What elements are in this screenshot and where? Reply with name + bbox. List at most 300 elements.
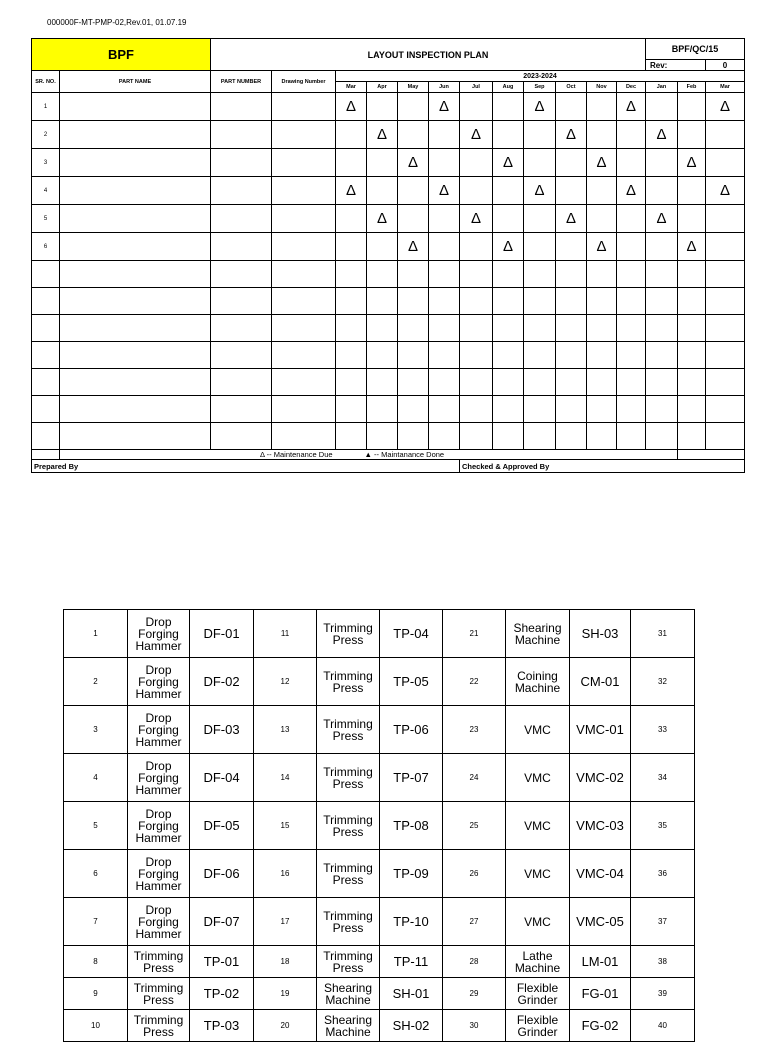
machine-row <box>64 802 695 850</box>
machine-sr-no: 26 <box>443 850 506 898</box>
month-cell <box>678 261 706 288</box>
machine-code: SH-01 <box>380 978 443 1010</box>
month-cell <box>587 342 617 369</box>
month-header: May <box>398 82 429 93</box>
month-cell <box>587 205 617 233</box>
maintenance-due-icon: Δ <box>686 154 697 171</box>
machine-name: Drop Forging Hammer <box>128 754 190 802</box>
maintenance-due-icon: Δ <box>625 182 637 199</box>
month-header: Apr <box>367 82 398 93</box>
maintenance-due-icon: Δ <box>720 182 731 199</box>
month-cell <box>556 369 587 396</box>
part-name-cell[interactable] <box>60 233 211 261</box>
month-cell <box>429 342 460 369</box>
month-cell <box>556 205 587 233</box>
month-header: Sep <box>524 82 556 93</box>
drawing-number-cell[interactable] <box>272 342 336 369</box>
month-cell <box>587 396 617 423</box>
month-cell <box>398 177 429 205</box>
month-cell <box>493 177 524 205</box>
month-cell <box>678 423 706 450</box>
month-cell <box>460 423 493 450</box>
month-cell <box>617 261 646 288</box>
maintenance-due-icon: Δ <box>625 98 637 115</box>
machine-name: Trimming Press <box>317 850 380 898</box>
part-number-cell[interactable] <box>211 315 272 342</box>
month-cell <box>493 93 524 121</box>
drawing-number-cell[interactable] <box>272 93 336 121</box>
part-name-cell[interactable] <box>60 315 211 342</box>
machine-name: Drop Forging Hammer <box>128 850 190 898</box>
machine-sr-no: 10 <box>64 1010 128 1042</box>
machine-sr-no: 1 <box>64 610 128 658</box>
machine-sr-no: 40 <box>631 1010 695 1042</box>
maintenance-due-icon: Δ <box>470 126 482 143</box>
maintenance-due-icon: Δ <box>656 126 667 143</box>
machine-row <box>64 610 695 658</box>
sr-no-cell: 3 <box>32 149 60 177</box>
machine-name: Trimming Press <box>128 978 190 1010</box>
month-cell <box>587 233 617 261</box>
month-cell <box>460 288 493 315</box>
month-cell <box>587 369 617 396</box>
machine-code: FG-02 <box>570 1010 631 1042</box>
machine-sr-no: 30 <box>443 1010 506 1042</box>
month-cell <box>556 233 587 261</box>
maintenance-due-icon: Δ <box>656 210 667 227</box>
part-number-cell[interactable] <box>211 149 272 177</box>
machine-sr-no: 34 <box>631 754 695 802</box>
month-cell <box>524 342 556 369</box>
month-cell <box>460 342 493 369</box>
machine-sr-no: 24 <box>443 754 506 802</box>
month-cell <box>493 149 524 177</box>
month-cell <box>706 396 745 423</box>
maintenance-due-icon: Δ <box>502 154 514 171</box>
month-cell <box>617 233 646 261</box>
empty-row <box>32 261 745 288</box>
machine-name: Flexible Grinder <box>506 1010 570 1042</box>
part-name-cell[interactable] <box>60 205 211 233</box>
month-cell <box>429 369 460 396</box>
month-cell <box>336 233 367 261</box>
month-cell <box>398 93 429 121</box>
month-cell <box>587 423 617 450</box>
part-number-cell[interactable] <box>211 93 272 121</box>
part-number-cell[interactable] <box>211 121 272 149</box>
drawing-number-cell[interactable] <box>272 369 336 396</box>
machine-code: DF-07 <box>190 898 254 946</box>
month-cell <box>460 315 493 342</box>
maintenance-due-icon: Δ <box>534 182 545 199</box>
machine-code: TP-03 <box>190 1010 254 1042</box>
month-header: Feb <box>678 82 706 93</box>
month-cell <box>646 261 678 288</box>
part-name-cell[interactable] <box>60 93 211 121</box>
month-cell <box>617 396 646 423</box>
layout-inspection-plan-table <box>31 38 745 473</box>
month-cell <box>460 261 493 288</box>
month-cell <box>367 233 398 261</box>
month-cell <box>367 288 398 315</box>
month-cell <box>367 315 398 342</box>
machine-code: DF-02 <box>190 658 254 706</box>
month-cell <box>336 149 367 177</box>
machine-name: Drop Forging Hammer <box>128 802 190 850</box>
month-cell <box>367 342 398 369</box>
machine-code: TP-09 <box>380 850 443 898</box>
machine-name: Lathe Machine <box>506 946 570 978</box>
month-cell <box>429 315 460 342</box>
month-cell <box>336 261 367 288</box>
month-cell <box>646 93 678 121</box>
machine-code: SH-03 <box>570 610 631 658</box>
month-header: Jan <box>646 82 678 93</box>
month-cell <box>617 369 646 396</box>
month-cell <box>587 149 617 177</box>
part-name-cell[interactable] <box>60 149 211 177</box>
drawing-number-cell[interactable] <box>272 205 336 233</box>
machine-name: VMC <box>506 754 570 802</box>
machine-row <box>64 898 695 946</box>
maintenance-due-icon: Δ <box>407 238 419 255</box>
month-header: Oct <box>556 82 587 93</box>
machine-sr-no: 39 <box>631 978 695 1010</box>
machine-sr-no: 9 <box>64 978 128 1010</box>
machine-code: VMC-03 <box>570 802 631 850</box>
legend-spacer <box>678 450 745 460</box>
month-cell <box>524 315 556 342</box>
machine-name: VMC <box>506 898 570 946</box>
maintenance-due-icon: Δ <box>534 98 545 115</box>
part-number-cell[interactable] <box>211 177 272 205</box>
month-cell <box>493 121 524 149</box>
machine-name: Drop Forging Hammer <box>128 610 190 658</box>
month-cell <box>678 288 706 315</box>
drawing-number-cell[interactable] <box>272 177 336 205</box>
legend-spacer <box>32 450 60 460</box>
machine-row <box>64 658 695 706</box>
month-cell <box>429 423 460 450</box>
month-cell <box>524 149 556 177</box>
machine-name: Trimming Press <box>317 802 380 850</box>
document-code: BPF/QC/15 <box>646 39 745 60</box>
month-cell <box>524 288 556 315</box>
month-cell <box>429 396 460 423</box>
legend-row <box>32 450 745 460</box>
month-cell <box>706 288 745 315</box>
month-cell <box>646 233 678 261</box>
machine-name: Trimming Press <box>128 1010 190 1042</box>
machine-sr-no: 11 <box>254 610 317 658</box>
maintenance-due-icon: Δ <box>720 98 731 115</box>
month-header: Mar <box>706 82 745 93</box>
month-cell <box>678 233 706 261</box>
month-cell <box>460 396 493 423</box>
month-cell <box>524 423 556 450</box>
legend-maintenance-due: Δ -- Maintenance Due <box>260 450 333 459</box>
empty-row <box>32 315 745 342</box>
month-cell <box>556 396 587 423</box>
sr-no-cell <box>32 315 60 342</box>
maintenance-due-icon: Δ <box>565 210 577 227</box>
part-number-cell[interactable] <box>211 423 272 450</box>
machine-code: VMC-02 <box>570 754 631 802</box>
machine-sr-no: 31 <box>631 610 695 658</box>
part-number-cell[interactable] <box>211 288 272 315</box>
empty-row <box>32 369 745 396</box>
month-cell <box>646 423 678 450</box>
part-number-cell[interactable] <box>211 369 272 396</box>
machine-sr-no: 16 <box>254 850 317 898</box>
document-reference: 000000F-MT-PMP-02,Rev.01, 01.07.19 <box>47 18 187 27</box>
month-cell <box>460 369 493 396</box>
part-number-cell[interactable] <box>211 342 272 369</box>
machine-sr-no: 18 <box>254 946 317 978</box>
part-name-cell[interactable] <box>60 177 211 205</box>
machine-code: DF-04 <box>190 754 254 802</box>
part-name-header: PART NAME <box>60 71 211 93</box>
machine-sr-no: 36 <box>631 850 695 898</box>
month-cell <box>587 288 617 315</box>
part-number-cell[interactable] <box>211 396 272 423</box>
part-name-cell[interactable] <box>60 261 211 288</box>
sr-no-cell: 2 <box>32 121 60 149</box>
month-cell <box>678 121 706 149</box>
month-cell <box>460 205 493 233</box>
machine-sr-no: 33 <box>631 706 695 754</box>
month-cell <box>429 177 460 205</box>
month-cell <box>336 423 367 450</box>
month-cell <box>336 121 367 149</box>
machine-code: TP-02 <box>190 978 254 1010</box>
machine-sr-no: 7 <box>64 898 128 946</box>
month-cell <box>493 205 524 233</box>
month-cell <box>524 177 556 205</box>
empty-row <box>32 288 745 315</box>
machine-code: DF-03 <box>190 706 254 754</box>
month-cell <box>398 149 429 177</box>
machine-name: Trimming Press <box>317 706 380 754</box>
maintenance-due-icon: Δ <box>565 126 577 143</box>
month-cell <box>706 423 745 450</box>
legend-maintenance-done: ▲ -- Maintanance Done <box>364 450 445 459</box>
month-cell <box>460 177 493 205</box>
month-cell <box>398 423 429 450</box>
checked-approved-by: Checked & Approved By <box>460 460 745 473</box>
month-cell <box>429 93 460 121</box>
schedule-row <box>32 149 745 177</box>
part-number-header: PART NUMBER <box>211 71 272 93</box>
sr-no-cell <box>32 342 60 369</box>
month-cell <box>336 342 367 369</box>
part-number-cell[interactable] <box>211 205 272 233</box>
month-cell <box>617 121 646 149</box>
machine-code: TP-05 <box>380 658 443 706</box>
machine-name: Trimming Press <box>317 754 380 802</box>
month-cell <box>367 205 398 233</box>
drawing-number-cell[interactable] <box>272 396 336 423</box>
month-cell <box>556 342 587 369</box>
prepared-by: Prepared By <box>32 460 460 473</box>
machine-name: Trimming Press <box>128 946 190 978</box>
machine-code: TP-06 <box>380 706 443 754</box>
drawing-number-cell[interactable] <box>272 315 336 342</box>
machine-sr-no: 15 <box>254 802 317 850</box>
drawing-number-cell[interactable] <box>272 233 336 261</box>
revision-label: Rev: <box>646 60 706 71</box>
sr-no-cell <box>32 396 60 423</box>
month-cell <box>706 149 745 177</box>
part-name-cell[interactable] <box>60 121 211 149</box>
month-cell <box>336 205 367 233</box>
month-cell <box>398 261 429 288</box>
machine-sr-no: 35 <box>631 802 695 850</box>
machine-name: Trimming Press <box>317 946 380 978</box>
month-cell <box>617 93 646 121</box>
machine-row <box>64 946 695 978</box>
drawing-number-header: Drawing Number <box>272 71 336 93</box>
month-cell <box>646 315 678 342</box>
sr-no-header: SR. NO. <box>32 71 60 93</box>
month-cell <box>493 423 524 450</box>
month-cell <box>524 233 556 261</box>
month-cell <box>646 396 678 423</box>
drawing-number-cell[interactable] <box>272 121 336 149</box>
machine-code: DF-05 <box>190 802 254 850</box>
month-cell <box>617 288 646 315</box>
part-name-cell[interactable] <box>60 396 211 423</box>
machine-name: VMC <box>506 706 570 754</box>
month-cell <box>367 423 398 450</box>
month-cell <box>460 121 493 149</box>
machine-sr-no: 4 <box>64 754 128 802</box>
month-cell <box>587 121 617 149</box>
sr-no-cell: 4 <box>32 177 60 205</box>
machine-name: Shearing Machine <box>506 610 570 658</box>
month-cell <box>429 233 460 261</box>
month-cell <box>678 93 706 121</box>
part-name-cell[interactable] <box>60 288 211 315</box>
month-cell <box>493 315 524 342</box>
machine-code: SH-02 <box>380 1010 443 1042</box>
month-cell <box>460 93 493 121</box>
empty-row <box>32 342 745 369</box>
month-cell <box>556 121 587 149</box>
machine-sr-no: 19 <box>254 978 317 1010</box>
month-cell <box>367 261 398 288</box>
month-cell <box>587 261 617 288</box>
machine-sr-no: 37 <box>631 898 695 946</box>
machine-name: Trimming Press <box>317 898 380 946</box>
maintenance-due-icon: Δ <box>470 210 482 227</box>
sr-no-cell <box>32 369 60 396</box>
month-cell <box>336 177 367 205</box>
sr-no-cell <box>32 423 60 450</box>
machine-sr-no: 17 <box>254 898 317 946</box>
month-cell <box>398 315 429 342</box>
month-cell <box>524 369 556 396</box>
machine-name: Trimming Press <box>317 610 380 658</box>
month-cell <box>336 369 367 396</box>
revision-value: 0 <box>706 60 745 71</box>
part-name-cell[interactable] <box>60 423 211 450</box>
month-cell <box>493 288 524 315</box>
part-name-cell[interactable] <box>60 369 211 396</box>
month-cell <box>556 423 587 450</box>
maintenance-due-icon: Δ <box>438 182 450 199</box>
drawing-number-cell[interactable] <box>272 261 336 288</box>
month-cell <box>398 288 429 315</box>
month-cell <box>367 121 398 149</box>
month-cell <box>587 177 617 205</box>
machine-code: LM-01 <box>570 946 631 978</box>
drawing-number-cell[interactable] <box>272 288 336 315</box>
month-cell <box>706 315 745 342</box>
machine-name: VMC <box>506 802 570 850</box>
month-cell <box>336 93 367 121</box>
month-cell <box>367 396 398 423</box>
month-cell <box>678 177 706 205</box>
month-cell <box>493 342 524 369</box>
sr-no-cell: 1 <box>32 93 60 121</box>
month-cell <box>706 369 745 396</box>
machine-sr-no: 2 <box>64 658 128 706</box>
machine-code: DF-01 <box>190 610 254 658</box>
month-cell <box>460 149 493 177</box>
machine-code: TP-04 <box>380 610 443 658</box>
drawing-number-cell[interactable] <box>272 423 336 450</box>
month-cell <box>493 396 524 423</box>
month-header: Jun <box>429 82 460 93</box>
schedule-row <box>32 205 745 233</box>
month-cell <box>678 315 706 342</box>
month-cell <box>706 177 745 205</box>
month-cell <box>429 288 460 315</box>
month-cell <box>556 149 587 177</box>
machine-sr-no: 12 <box>254 658 317 706</box>
machine-code: TP-11 <box>380 946 443 978</box>
machine-code: CM-01 <box>570 658 631 706</box>
month-cell <box>646 342 678 369</box>
month-cell <box>493 233 524 261</box>
part-name-cell[interactable] <box>60 342 211 369</box>
machine-sr-no: 6 <box>64 850 128 898</box>
maintenance-due-icon: Δ <box>407 154 419 171</box>
month-cell <box>706 205 745 233</box>
machine-name: Drop Forging Hammer <box>128 706 190 754</box>
machine-code: TP-07 <box>380 754 443 802</box>
machine-sr-no: 29 <box>443 978 506 1010</box>
company-name: BPF <box>32 39 211 71</box>
part-number-cell[interactable] <box>211 261 272 288</box>
drawing-number-cell[interactable] <box>272 149 336 177</box>
machine-code: TP-01 <box>190 946 254 978</box>
month-cell <box>556 177 587 205</box>
part-number-cell[interactable] <box>211 233 272 261</box>
sr-no-cell <box>32 288 60 315</box>
machine-code: VMC-01 <box>570 706 631 754</box>
month-cell <box>678 205 706 233</box>
machine-sr-no: 3 <box>64 706 128 754</box>
month-cell <box>617 342 646 369</box>
month-cell <box>617 315 646 342</box>
machine-sr-no: 14 <box>254 754 317 802</box>
maintenance-due-icon: Δ <box>345 98 357 115</box>
month-cell <box>493 261 524 288</box>
month-cell <box>556 315 587 342</box>
maintenance-due-icon: Δ <box>596 238 607 255</box>
